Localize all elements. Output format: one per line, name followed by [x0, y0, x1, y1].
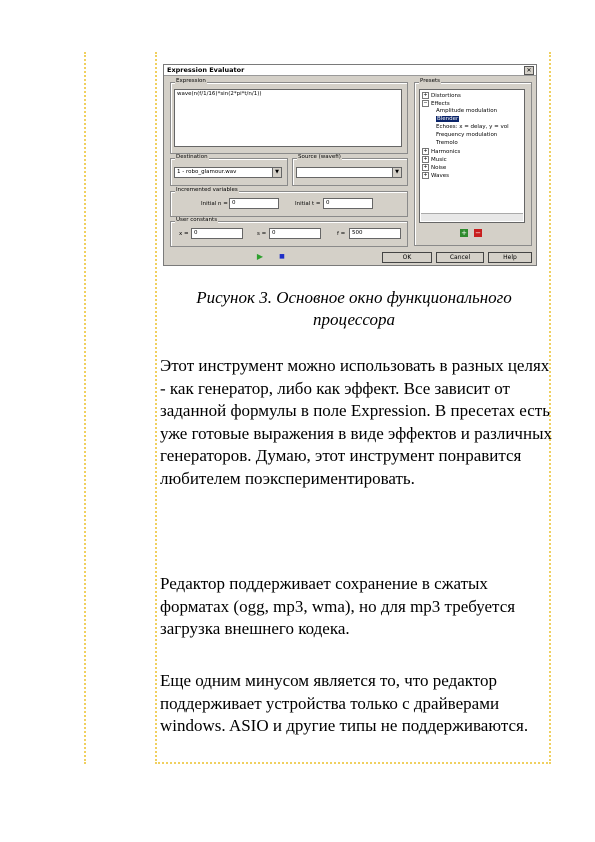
stop-icon[interactable]: ■: [279, 253, 285, 260]
s-field[interactable]: 0: [269, 228, 321, 239]
expression-label: Expression: [176, 78, 206, 84]
paragraph: Этот инструмент можно использовать в разных целях - как генератор, либо как эффект. Все зависит от заданной формулы в поле Expression. В пресетах есть уже готовые выражения в виде эффектов и различных генераторов. Думаю, этот инструмент понравится любителем поэкспериментировать.: [160, 356, 552, 488]
tree-item-echoes[interactable]: Echoes: x = delay, y = vol: [436, 124, 509, 130]
help-button[interactable]: Help: [488, 252, 532, 263]
dialog-title: Expression Evaluator: [167, 66, 245, 74]
user-constants-group: [170, 217, 408, 247]
collapse-icon[interactable]: −: [423, 100, 428, 106]
f-label: f =: [337, 231, 346, 237]
expand-icon[interactable]: +: [423, 92, 428, 98]
tree-item-frequency-modulation[interactable]: Frequency modulation: [436, 132, 498, 138]
initial-n-label: Initial n =: [201, 201, 228, 207]
expand-icon[interactable]: +: [423, 172, 428, 178]
tree-horizontal-scrollbar[interactable]: [421, 213, 523, 221]
close-icon[interactable]: ✕: [524, 66, 534, 75]
tree-item-noise[interactable]: + Noise: [423, 164, 447, 171]
tree-item-distortions[interactable]: + Distortions: [423, 92, 461, 99]
destination-select[interactable]: 1 - robo_glamour.wav ▼: [174, 167, 282, 178]
initial-t-field[interactable]: 0: [323, 198, 373, 209]
constants-label: User constants: [176, 217, 218, 223]
source-select[interactable]: [296, 167, 402, 178]
tree-item-harmonics[interactable]: + Harmonics: [423, 148, 461, 155]
initial-t-label: Initial t =: [295, 201, 321, 207]
play-icon[interactable]: ▶: [256, 252, 264, 261]
cancel-button[interactable]: Cancel: [436, 252, 484, 263]
tree-item-amplitude-modulation[interactable]: Amplitude modulation: [436, 108, 498, 114]
presets-group: [414, 78, 532, 246]
tree-item-tremolo[interactable]: Tremolo: [436, 140, 458, 146]
incremented-label: Incremented variables: [176, 187, 238, 193]
source-label: Source (wavefi): [298, 154, 341, 160]
f-field[interactable]: 500: [349, 228, 401, 239]
left-margin-rule: [84, 52, 86, 764]
tree-item-music[interactable]: + Music: [423, 156, 447, 163]
tree-item-blender[interactable]: Blender: [437, 116, 459, 122]
paragraph: Редактор поддерживает сохранение в сжатых форматах (ogg, mp3, wma), но для mp3 требуется загрузка внешнего кодека.: [160, 574, 516, 638]
incremented-variables-group: [170, 187, 408, 217]
s-label: s =: [257, 231, 267, 237]
tree-item-effects[interactable]: − Effects: [423, 100, 450, 107]
chevron-down-icon[interactable]: ▼: [392, 168, 401, 177]
tree-item-waves[interactable]: + Waves: [423, 172, 449, 179]
destination-group: [170, 154, 288, 186]
x-label: x =: [179, 231, 189, 237]
expand-icon[interactable]: +: [423, 148, 428, 154]
expression-field[interactable]: wave(n(f/1/16)*sin(2*pi*t/n/1)): [174, 89, 402, 147]
source-group: [292, 154, 408, 186]
paragraph: Еще одним минусом является то, что редактор поддерживает устройства только с драйверами windows. ASIO и другие типы не поддерживаются.: [160, 671, 529, 735]
presets-tree[interactable]: [419, 89, 525, 223]
x-field[interactable]: 0: [191, 228, 243, 239]
ok-button[interactable]: OK: [382, 252, 432, 263]
expression-group: [170, 78, 408, 154]
destination-label: Destination: [176, 154, 208, 160]
remove-preset-icon[interactable]: −: [475, 229, 481, 237]
dialog-titlebar: [164, 65, 536, 76]
expand-icon[interactable]: +: [423, 156, 428, 162]
chevron-down-icon[interactable]: ▼: [272, 168, 281, 177]
expression-evaluator-dialog: [163, 64, 537, 266]
initial-n-field[interactable]: 0: [229, 198, 279, 209]
add-preset-icon[interactable]: +: [461, 229, 467, 237]
expand-icon[interactable]: +: [423, 164, 428, 170]
figure-caption: Рисунок 3. Основное окно функционального процессора: [196, 288, 512, 329]
presets-label: Presets: [420, 78, 441, 84]
